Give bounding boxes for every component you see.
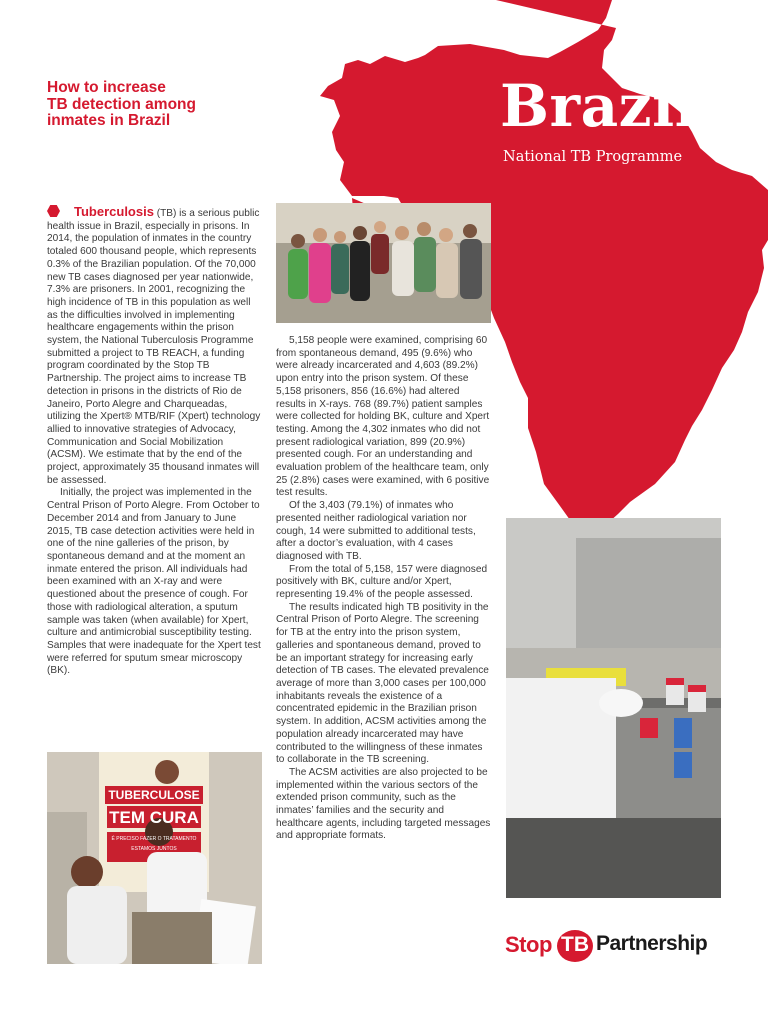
body-paragraph: 5,158 people were examined, comprising 60 from spontaneous demand, 495 (9.6%) who were already incarcerated and 4,603 (89.2%) upon entry into the prison system. Of these 5,158 prisoners, 856 (16.6%) had altered results in X-rays. 768 (89.7%) patient samples were collected for holding BK, culture and Xpert testing. Among the 4,302 inmates who did not present radiological variation, 899 (20.9%) presented cough. For an understanding and evaluation problem of the healthcare team, only 25 (2.8%) cases were examined, with 6 positive test results. xyxy=(276,335,490,499)
body-paragraph: Of the 3,403 (79.1%) of inmates who presented neither radiological variation nor cough, 14 were submitted to additional tests, after a doctor’s evaluation, with 4 cases diagnosed with TB. xyxy=(276,500,476,562)
body-paragraph: From the total of 5,158, 157 were diagnosed positively with BK, culture and/or Xpert, representing 19.4% of the people assessed. xyxy=(276,563,488,601)
headline-line: inmates in Brazil xyxy=(47,112,171,129)
poster-text: ESTAMOS JUNTOS xyxy=(131,846,177,852)
poster-text: É PRECISO FAZER O TRATAMENTO xyxy=(111,836,197,842)
lead-word: Tuberculosis xyxy=(74,204,154,219)
programme-subtitle: National TB Programme xyxy=(503,149,683,165)
text-column-1 xyxy=(47,205,262,678)
lead-rest: (TB) is a serious public health issue in Brazil, especially in prisons. In 2014, the population of inmates in the country totaled 600 thousand people, which represents 0.3% of the Brazilian population. Of the 70,000 new TB cases diagnosed per year nationwide, 7.3% are prisoners. In 2001, recognizing the high incidence of TB in this population as well as the difficulties involved in implementing healthcare engagements within the prison system, the National Tuberculosis Programme submitted a project to TB REACH, a funding program coordinated by the Stop TB Partnership. The project aims to increase TB detection in prisons in the districts of Rio de Janeiro, Porto Alegre and Charqueadas, utilizing the Xpert® MTB/RIF (Xpert) technology allied to innovative strategies of Advocacy, Communication and Social Mobilization (ACSM). We estimate that by the end of the project, approximately 35 thousand inmates will be assessed. xyxy=(47,208,261,486)
body-paragraph: Initially, the project was implemented in the Central Prison of Porto Alegre. From October to December 2014 and from January to June 2015, TB case detection activities were held in one of the nine galleries of the prison, by spontaneous demand and at the moment an inmate entered the prison. All individuals had been examined with an X-ray and were questioned about the presence of cough. For those with radiological alteration, a sputum sample was taken (when available) for Xpert, culture and antimicrobial susceptibility testing. Samples that were inadequate for the Xpert test were referred for sputum smear microscopy (BK). xyxy=(47,487,261,677)
text-column-2 xyxy=(276,335,491,843)
article-headline xyxy=(47,80,267,130)
lab-photo xyxy=(506,518,721,898)
country-title: Brazil xyxy=(500,72,698,140)
body-paragraph: The results indicated high TB positivity in the Central Prison of Porto Alegre. The screening for TB at the entry into the prison system, galleries and spontaneous demand, proved to be an important strategy for increasing early detection of TB cases. The elevated prevalence average of more than 3,000 cases per 100,000 inhabitants reveals the existence of a concentrated epidemic in the Brazilian prison system. In addition, ACSM activities among the population already incarcerated may have contributed to the willingness of these inmates to collaborate in the TB screening. xyxy=(276,601,489,766)
clinic-photo xyxy=(47,752,262,964)
body-paragraph: The ACSM activities are also projected to be implemented within the various sectors of the extended prison community, such as the inmates’ families and the security and healthcare agents, including targeted messages and appropriate formats. xyxy=(276,766,491,842)
hexagon-bullet-icon xyxy=(47,205,60,217)
headline-line: How to increase xyxy=(47,79,166,96)
stop-tb-partnership-logo xyxy=(505,928,725,964)
logo-stop: Stop xyxy=(505,932,552,957)
intro-paragraph xyxy=(47,205,262,487)
group-photo xyxy=(276,203,491,323)
logo-partnership: Partnership xyxy=(596,932,708,955)
poster-title: TUBERCULOSE xyxy=(108,788,200,802)
logo-tb: TB xyxy=(561,933,589,956)
poster-subtitle: TEM CURA xyxy=(109,808,199,827)
headline-line: TB detection among xyxy=(47,95,196,113)
